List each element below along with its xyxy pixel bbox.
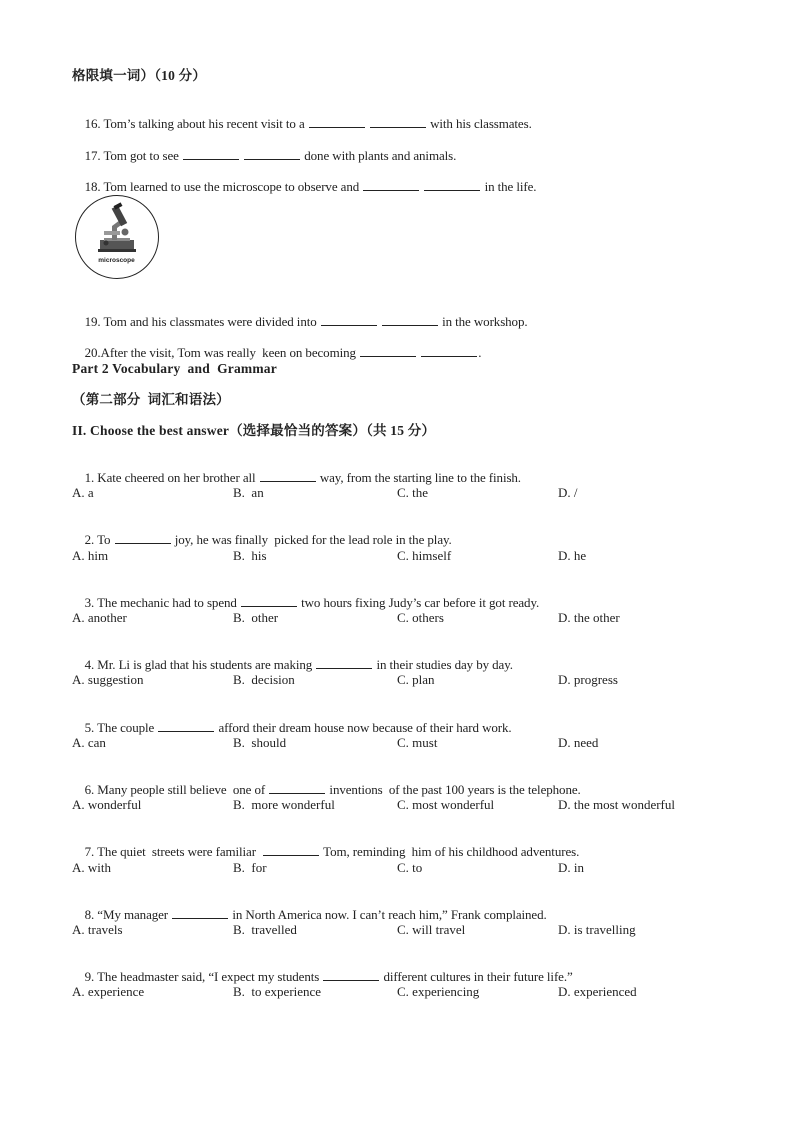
fill-item-text: done with plants and animals. (301, 148, 457, 163)
question-text: 1. Kate cheered on her brother all (84, 470, 259, 485)
option-d[interactable]: D. need (558, 735, 599, 750)
fill-item-text: 17. Tom got to see (84, 148, 182, 163)
option-b[interactable]: B. should (233, 735, 287, 750)
option-d[interactable]: D. / (558, 485, 578, 500)
question-3 (72, 579, 539, 627)
answer-blank[interactable] (158, 720, 214, 732)
answer-blank[interactable] (360, 345, 416, 357)
fill-item-text: 16. Tom’s talking about his recent visit to a (84, 116, 308, 131)
fill-item-text: 20.After the visit, Tom was really keen on becoming (84, 345, 360, 360)
option-b[interactable]: B. travelled (233, 922, 297, 937)
part2-title: Part 2 Vocabulary and Grammar (72, 361, 277, 376)
question-8 (72, 891, 547, 939)
microscope-label: microscope (98, 257, 135, 264)
fill-item-text: in the workshop. (438, 314, 528, 329)
option-a[interactable]: A. suggestion (72, 672, 144, 687)
option-c[interactable]: C. must (397, 735, 438, 750)
option-c[interactable]: C. will travel (397, 922, 466, 937)
option-d[interactable]: D. progress (558, 672, 618, 687)
answer-blank[interactable] (115, 532, 171, 544)
option-b[interactable]: B. his (233, 548, 267, 563)
question-text: 7. The quiet streets were familiar (84, 844, 263, 859)
answer-blank[interactable] (323, 969, 379, 981)
question-7 (72, 828, 579, 876)
microscope-image (75, 195, 159, 279)
option-c[interactable]: C. to (397, 860, 423, 875)
option-b[interactable]: B. an (233, 485, 264, 500)
option-a[interactable]: A. can (72, 735, 106, 750)
option-a[interactable]: A. him (72, 548, 109, 563)
question-text: 5. The couple (84, 720, 158, 735)
answer-blank[interactable] (382, 314, 438, 326)
option-c[interactable]: C. plan (397, 672, 435, 687)
option-c[interactable]: C. experiencing (397, 984, 480, 999)
option-c[interactable]: C. himself (397, 548, 452, 563)
answer-blank[interactable] (244, 148, 300, 160)
answer-blank[interactable] (321, 314, 377, 326)
question-text: afford their dream house now because of their hard work. (215, 720, 512, 735)
question-5 (72, 704, 512, 752)
question-text: 4. Mr. Li is glad that his students are making (84, 657, 316, 672)
answer-blank[interactable] (241, 595, 297, 607)
option-d[interactable]: D. the most wonderful (558, 797, 675, 812)
option-a[interactable]: A. travels (72, 922, 123, 937)
option-a[interactable]: A. with (72, 860, 111, 875)
question-text: in their studies day by day. (373, 657, 513, 672)
question-text: Tom, reminding him of his childhood adventures. (320, 844, 580, 859)
microscope-icon (76, 196, 157, 277)
question-text: 2. To (84, 532, 114, 547)
question-text: different cultures in their future life.” (380, 969, 573, 984)
answer-blank[interactable] (363, 179, 419, 191)
option-b[interactable]: B. more wonderful (233, 797, 335, 812)
option-b[interactable]: B. to experience (233, 984, 322, 999)
option-b[interactable]: B. decision (233, 672, 295, 687)
question-text: two hours fixing Judy’s car before it got ready. (297, 595, 540, 610)
answer-blank[interactable] (424, 179, 480, 191)
option-a[interactable]: A. wonderful (72, 797, 142, 812)
option-d[interactable]: D. is travelling (558, 922, 636, 937)
question-text: 6. Many people still believe one of (84, 782, 269, 797)
fill-item-text: . (478, 345, 482, 360)
answer-blank[interactable] (269, 782, 325, 794)
answer-blank[interactable] (263, 844, 319, 856)
option-b[interactable]: B. for (233, 860, 267, 875)
question-text: in North America now. I can’t reach him,” Frank complained. (229, 907, 547, 922)
option-d[interactable]: D. experienced (558, 984, 637, 999)
question-text: joy, he was finally picked for the lead role in the play. (171, 532, 452, 547)
option-b[interactable]: B. other (233, 610, 279, 625)
fill-item-text: 19. Tom and his classmates were divided into (84, 314, 320, 329)
answer-blank[interactable] (370, 116, 426, 128)
option-a[interactable]: A. experience (72, 984, 145, 999)
answer-blank[interactable] (316, 657, 372, 669)
question-1 (72, 454, 521, 502)
answer-blank[interactable] (172, 907, 228, 919)
answer-blank[interactable] (260, 470, 316, 482)
fill-section-heading: 格限填一词）（10 分） (72, 68, 207, 83)
option-d[interactable]: D. he (558, 548, 587, 563)
question-9 (72, 953, 573, 1001)
option-d[interactable]: D. the other (558, 610, 620, 625)
fill-item-text: 18. Tom learned to use the microscope to observe and (84, 179, 363, 194)
question-text: 9. The headmaster said, “I expect my students (84, 969, 323, 984)
option-c[interactable]: C. most wonderful (397, 797, 495, 812)
option-c[interactable]: C. others (397, 610, 444, 625)
part2-chinese-title: （第二部分 词汇和语法） (72, 392, 230, 407)
option-a[interactable]: A. a (72, 485, 94, 500)
fill-item-text: in the life. (481, 179, 537, 194)
option-c[interactable]: C. the (397, 485, 429, 500)
question-text: way, from the starting line to the finish. (316, 470, 521, 485)
answer-blank[interactable] (421, 345, 477, 357)
answer-blank[interactable] (183, 148, 239, 160)
question-text: 3. The mechanic had to spend (84, 595, 240, 610)
answer-blank[interactable] (309, 116, 365, 128)
question-text: inventions of the past 100 years is the telephone. (326, 782, 581, 797)
option-d[interactable]: D. in (558, 860, 584, 875)
option-a[interactable]: A. another (72, 610, 127, 625)
section2-title: II. Choose the best answer（选择最恰当的答案）（共 15 分） (72, 423, 436, 438)
question-text: 8. “My manager (84, 907, 172, 922)
fill-item-text: with his classmates. (426, 116, 532, 131)
